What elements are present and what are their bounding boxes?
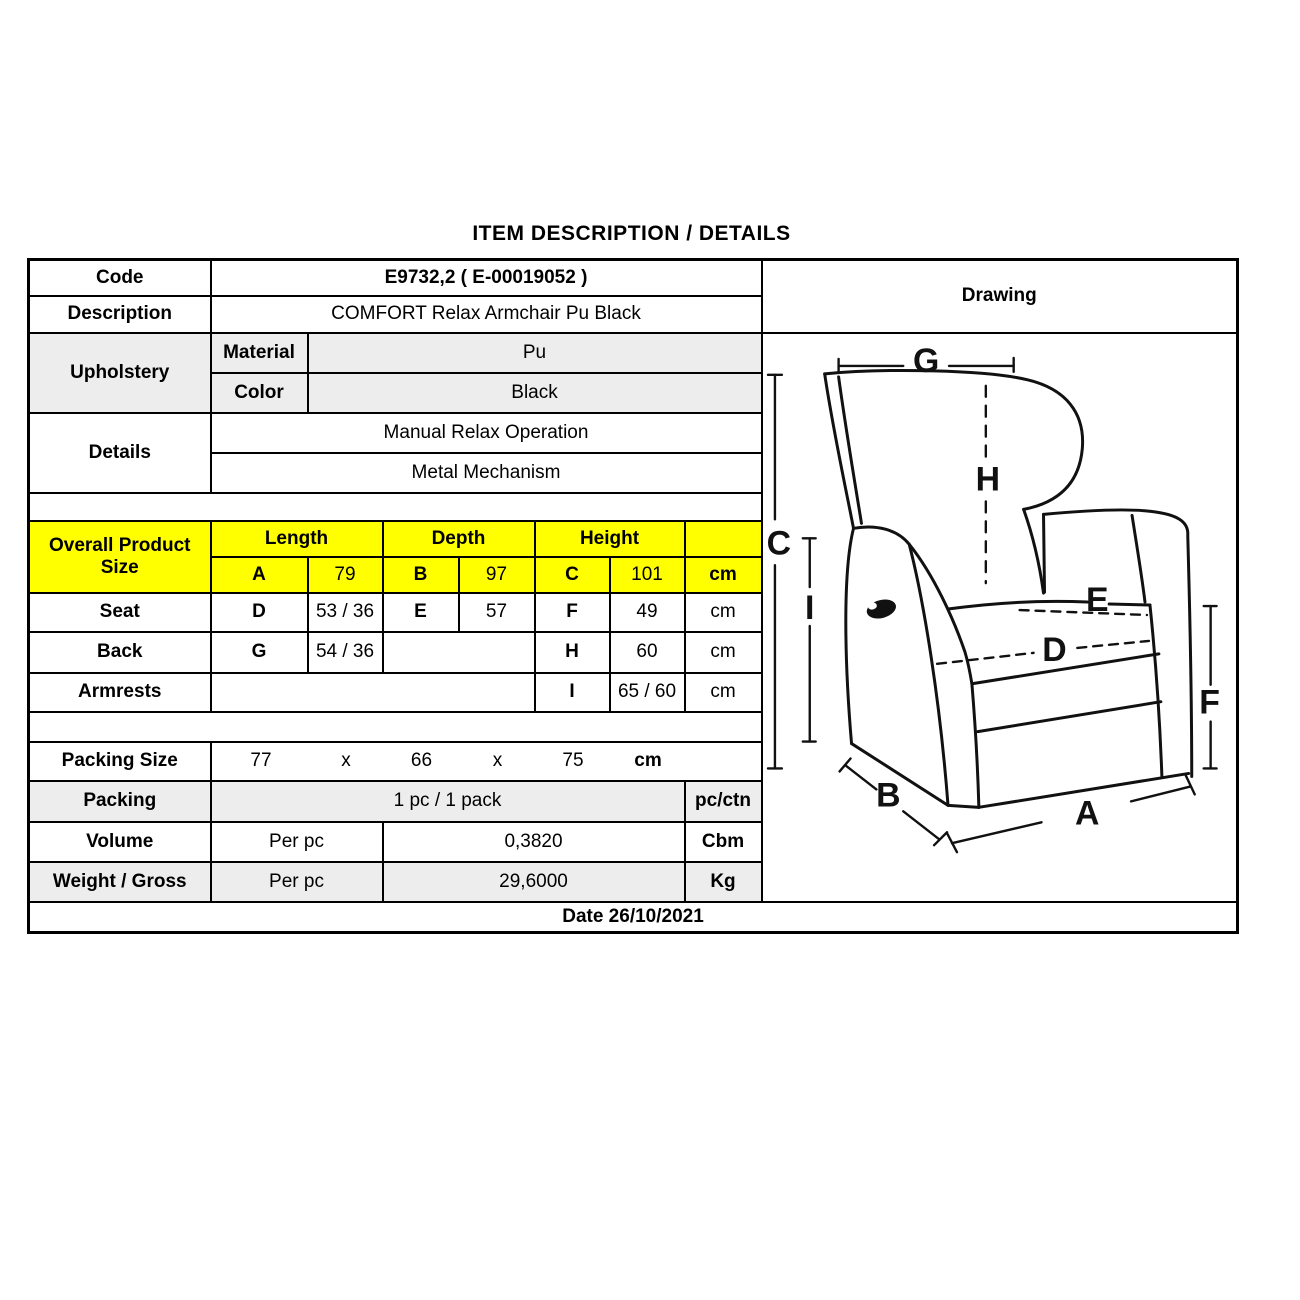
seat-f-letter: F <box>535 593 610 632</box>
details-line1: Manual Relax Operation <box>211 413 762 453</box>
armrests-i-value: 65 / 60 <box>610 673 685 712</box>
height-header: Height <box>535 521 685 557</box>
packing-unit: pc/ctn <box>685 781 762 822</box>
details-label: Details <box>29 413 211 493</box>
upholstery-label: Upholstery <box>29 333 211 413</box>
chair-back-top-and-wing <box>824 370 1082 509</box>
spacer-row <box>29 712 762 742</box>
chair-back-piping <box>838 376 861 522</box>
packing-size-v1: 77 <box>250 750 272 771</box>
overall-b-letter: B <box>383 557 459 593</box>
armrests-label: Armrests <box>29 673 211 712</box>
seat-d-letter: D <box>211 593 308 632</box>
drawing-header: Drawing <box>762 260 1238 333</box>
chair-wing-inner-edge <box>1023 509 1043 593</box>
back-h-letter: H <box>535 632 610 673</box>
dim-label-f: F <box>1198 683 1220 722</box>
chair-arm-seat-joint <box>1043 514 1044 592</box>
date-row: Date 26/10/2021 <box>29 902 1238 933</box>
base-front-left-edge <box>971 683 978 807</box>
dim-e-line <box>1019 610 1146 615</box>
overall-a-letter: A <box>211 557 308 593</box>
packing-size-layout <box>214 750 759 772</box>
details-line2: Metal Mechanism <box>211 453 762 493</box>
seat-back-edge-left <box>948 601 1087 609</box>
dim-label-c: C <box>766 523 791 562</box>
back-empty-cell <box>383 632 535 673</box>
seat-f-value: 49 <box>610 593 685 632</box>
depth-header: Depth <box>383 521 535 557</box>
back-unit: cm <box>685 632 762 673</box>
base-seam <box>977 701 1160 731</box>
left-arm-front-curve <box>909 544 948 805</box>
overall-c-letter: C <box>535 557 610 593</box>
back-label: Back <box>29 632 211 673</box>
packing-label: Packing <box>29 781 211 822</box>
packing-size-v2: 66 <box>410 750 433 771</box>
seat-label: Seat <box>29 593 211 632</box>
dim-a-line <box>952 786 1191 843</box>
packing-size-label: Packing Size <box>29 742 211 781</box>
packing-size-v3: 75 <box>562 750 584 771</box>
dim-label-g: G <box>912 341 939 380</box>
volume-label: Volume <box>29 822 211 862</box>
overall-label-line1: Overall Product <box>49 534 191 556</box>
seat-e-letter: E <box>383 593 459 632</box>
overall-a-value: 79 <box>308 557 383 593</box>
packing-size-x1: x <box>341 750 351 771</box>
seat-e-value: 57 <box>459 593 535 632</box>
packing-value: 1 pc / 1 pack <box>211 781 685 822</box>
page-title: ITEM DESCRIPTION / DETAILS <box>472 222 791 245</box>
seat-right-edge <box>1149 605 1161 776</box>
volume-value: 0,3820 <box>383 822 685 862</box>
dim-label-a: A <box>1074 793 1100 832</box>
length-header: Length <box>211 521 383 557</box>
drawing-cell <box>762 333 1238 902</box>
packing-size-unit: cm <box>634 750 662 771</box>
description-label: Description <box>29 296 211 333</box>
recline-lever <box>864 596 897 621</box>
dim-label-d: D <box>1041 630 1067 669</box>
seat-d-value: 53 / 36 <box>308 593 383 632</box>
material-value: Pu <box>308 333 762 373</box>
seat-back-edge-right <box>1109 604 1150 605</box>
dim-label-i: I <box>804 588 814 627</box>
weight-value: 29,6000 <box>383 862 685 902</box>
dim-label-e: E <box>1085 580 1109 619</box>
overall-b-value: 97 <box>459 557 535 593</box>
back-g-letter: G <box>211 632 308 673</box>
armrests-unit: cm <box>685 673 762 712</box>
item-spec-table <box>27 258 1239 934</box>
overall-unit: cm <box>685 557 762 593</box>
color-value: Black <box>308 373 762 413</box>
volume-per: Per pc <box>211 822 383 862</box>
overall-size-label <box>29 521 211 593</box>
armchair-line-art <box>824 370 1191 807</box>
color-label: Color <box>211 373 308 413</box>
dim-label-h: H <box>975 459 1000 499</box>
seat-unit: cm <box>685 593 762 632</box>
left-arm-outer-edge <box>845 528 853 743</box>
back-h-value: 60 <box>610 632 685 673</box>
armchair-technical-drawing <box>763 334 1237 901</box>
description-value: COMFORT Relax Armchair Pu Black <box>211 296 762 333</box>
code-value: E9732,2 ( E-00019052 ) <box>211 260 762 296</box>
chair-right-arm-inner-edge <box>1132 515 1145 602</box>
weight-unit: Kg <box>685 862 762 902</box>
overall-c-value: 101 <box>610 557 685 593</box>
armrests-empty-cell <box>211 673 535 712</box>
base-left-bottom-edge <box>851 743 978 807</box>
code-label: Code <box>29 260 211 296</box>
dim-label-b: B <box>875 775 901 814</box>
weight-per: Per pc <box>211 862 383 902</box>
packing-size-x2: x <box>492 750 503 771</box>
material-label: Material <box>211 333 308 373</box>
dim-a-ticks <box>947 775 1195 852</box>
spacer-row <box>29 493 762 521</box>
overall-label-line2: Size <box>100 556 139 578</box>
volume-unit: Cbm <box>685 822 762 862</box>
overall-unit-header <box>685 521 762 557</box>
weight-label: Weight / Gross <box>29 862 211 902</box>
armrests-i-letter: I <box>535 673 610 712</box>
packing-size-values <box>211 742 762 781</box>
dimension-labels <box>766 341 1219 831</box>
back-g-value: 54 / 36 <box>308 632 383 673</box>
